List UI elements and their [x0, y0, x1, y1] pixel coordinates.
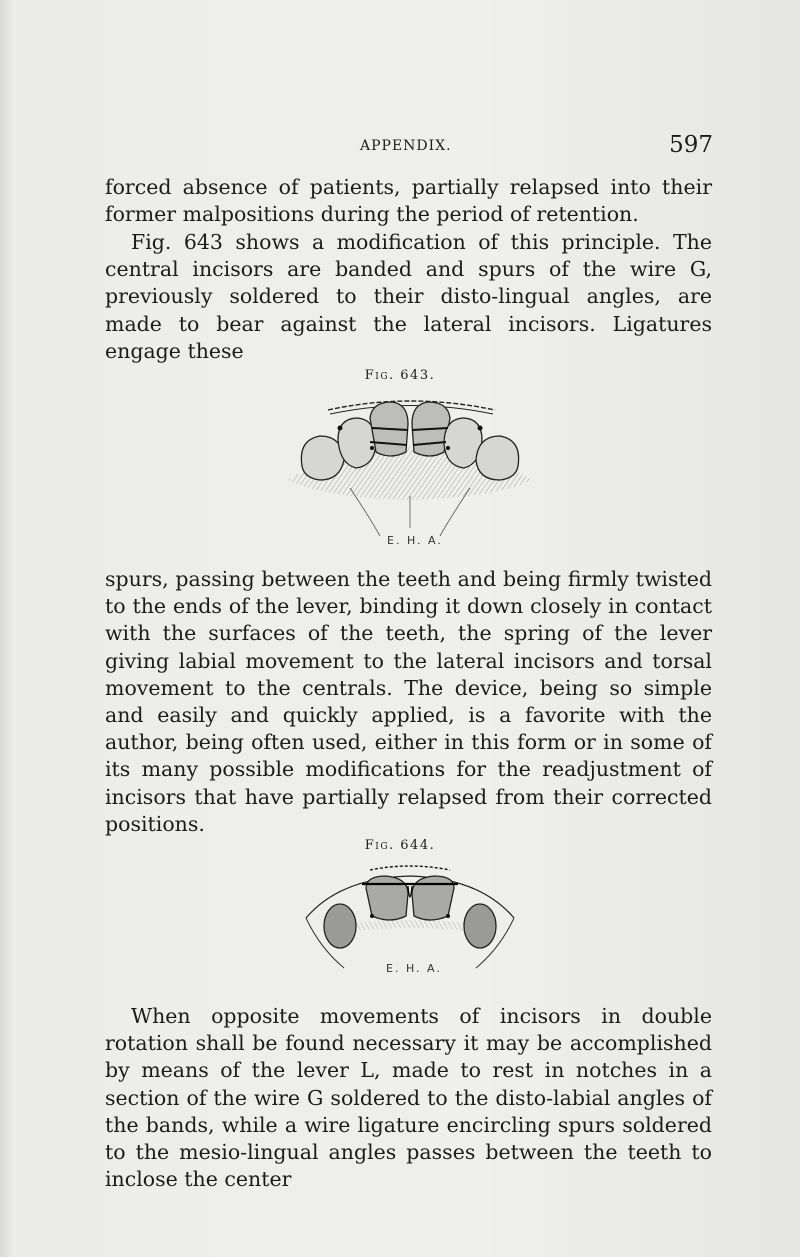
paragraph-fig-643-description: Fig. 643 shows a modification of this principle. The central incisors are banded and spurs of the wire G, previously soldered to their disto-lingual angles, are made to bear against the lateral incisors. Ligatures engage these	[105, 230, 712, 363]
running-head: APPENDIX.	[360, 138, 452, 154]
paragraph-continuation: forced absence of patients, partially relapsed into their former malpositions during the period of retention.	[105, 175, 712, 227]
figure-643-illustration	[280, 388, 540, 548]
figure-644-caption: Fig. 644.	[364, 838, 436, 853]
paragraph-double-rotation: When opposite movements of incisors in double rotation shall be found necessary it may be accomplished by means of the lever L, made to rest in notches in a section of the wire G soldered to the disto-labial angles of the bands, while a wire ligature encircling spurs soldered to the mesio-lingual angles passes between the teeth to inclose the center	[105, 1004, 712, 1192]
figure-643-caption: Fig. 643.	[364, 368, 436, 383]
paragraph-lever-description: spurs, passing between the teeth and being firmly twisted to the ends of the lever, binding it down closely in contact with the surfaces of the teeth, the spring of the lever giving labial movement to the lateral incisors and torsal movement to the centrals. The device, being so simple and easily and quickly applied, is a favorite with the author, being often used, either in this form or in some of its many possible modifications for the readjustment of incisors that have partially relapsed from their corrected positions.	[105, 567, 712, 836]
page-number: 597	[669, 132, 713, 158]
figure-644-credit: E. H. A.	[386, 962, 442, 975]
figure-643-credit: E. H. A.	[387, 534, 443, 547]
figure-644-illustration	[300, 858, 520, 978]
page-header	[105, 132, 713, 166]
